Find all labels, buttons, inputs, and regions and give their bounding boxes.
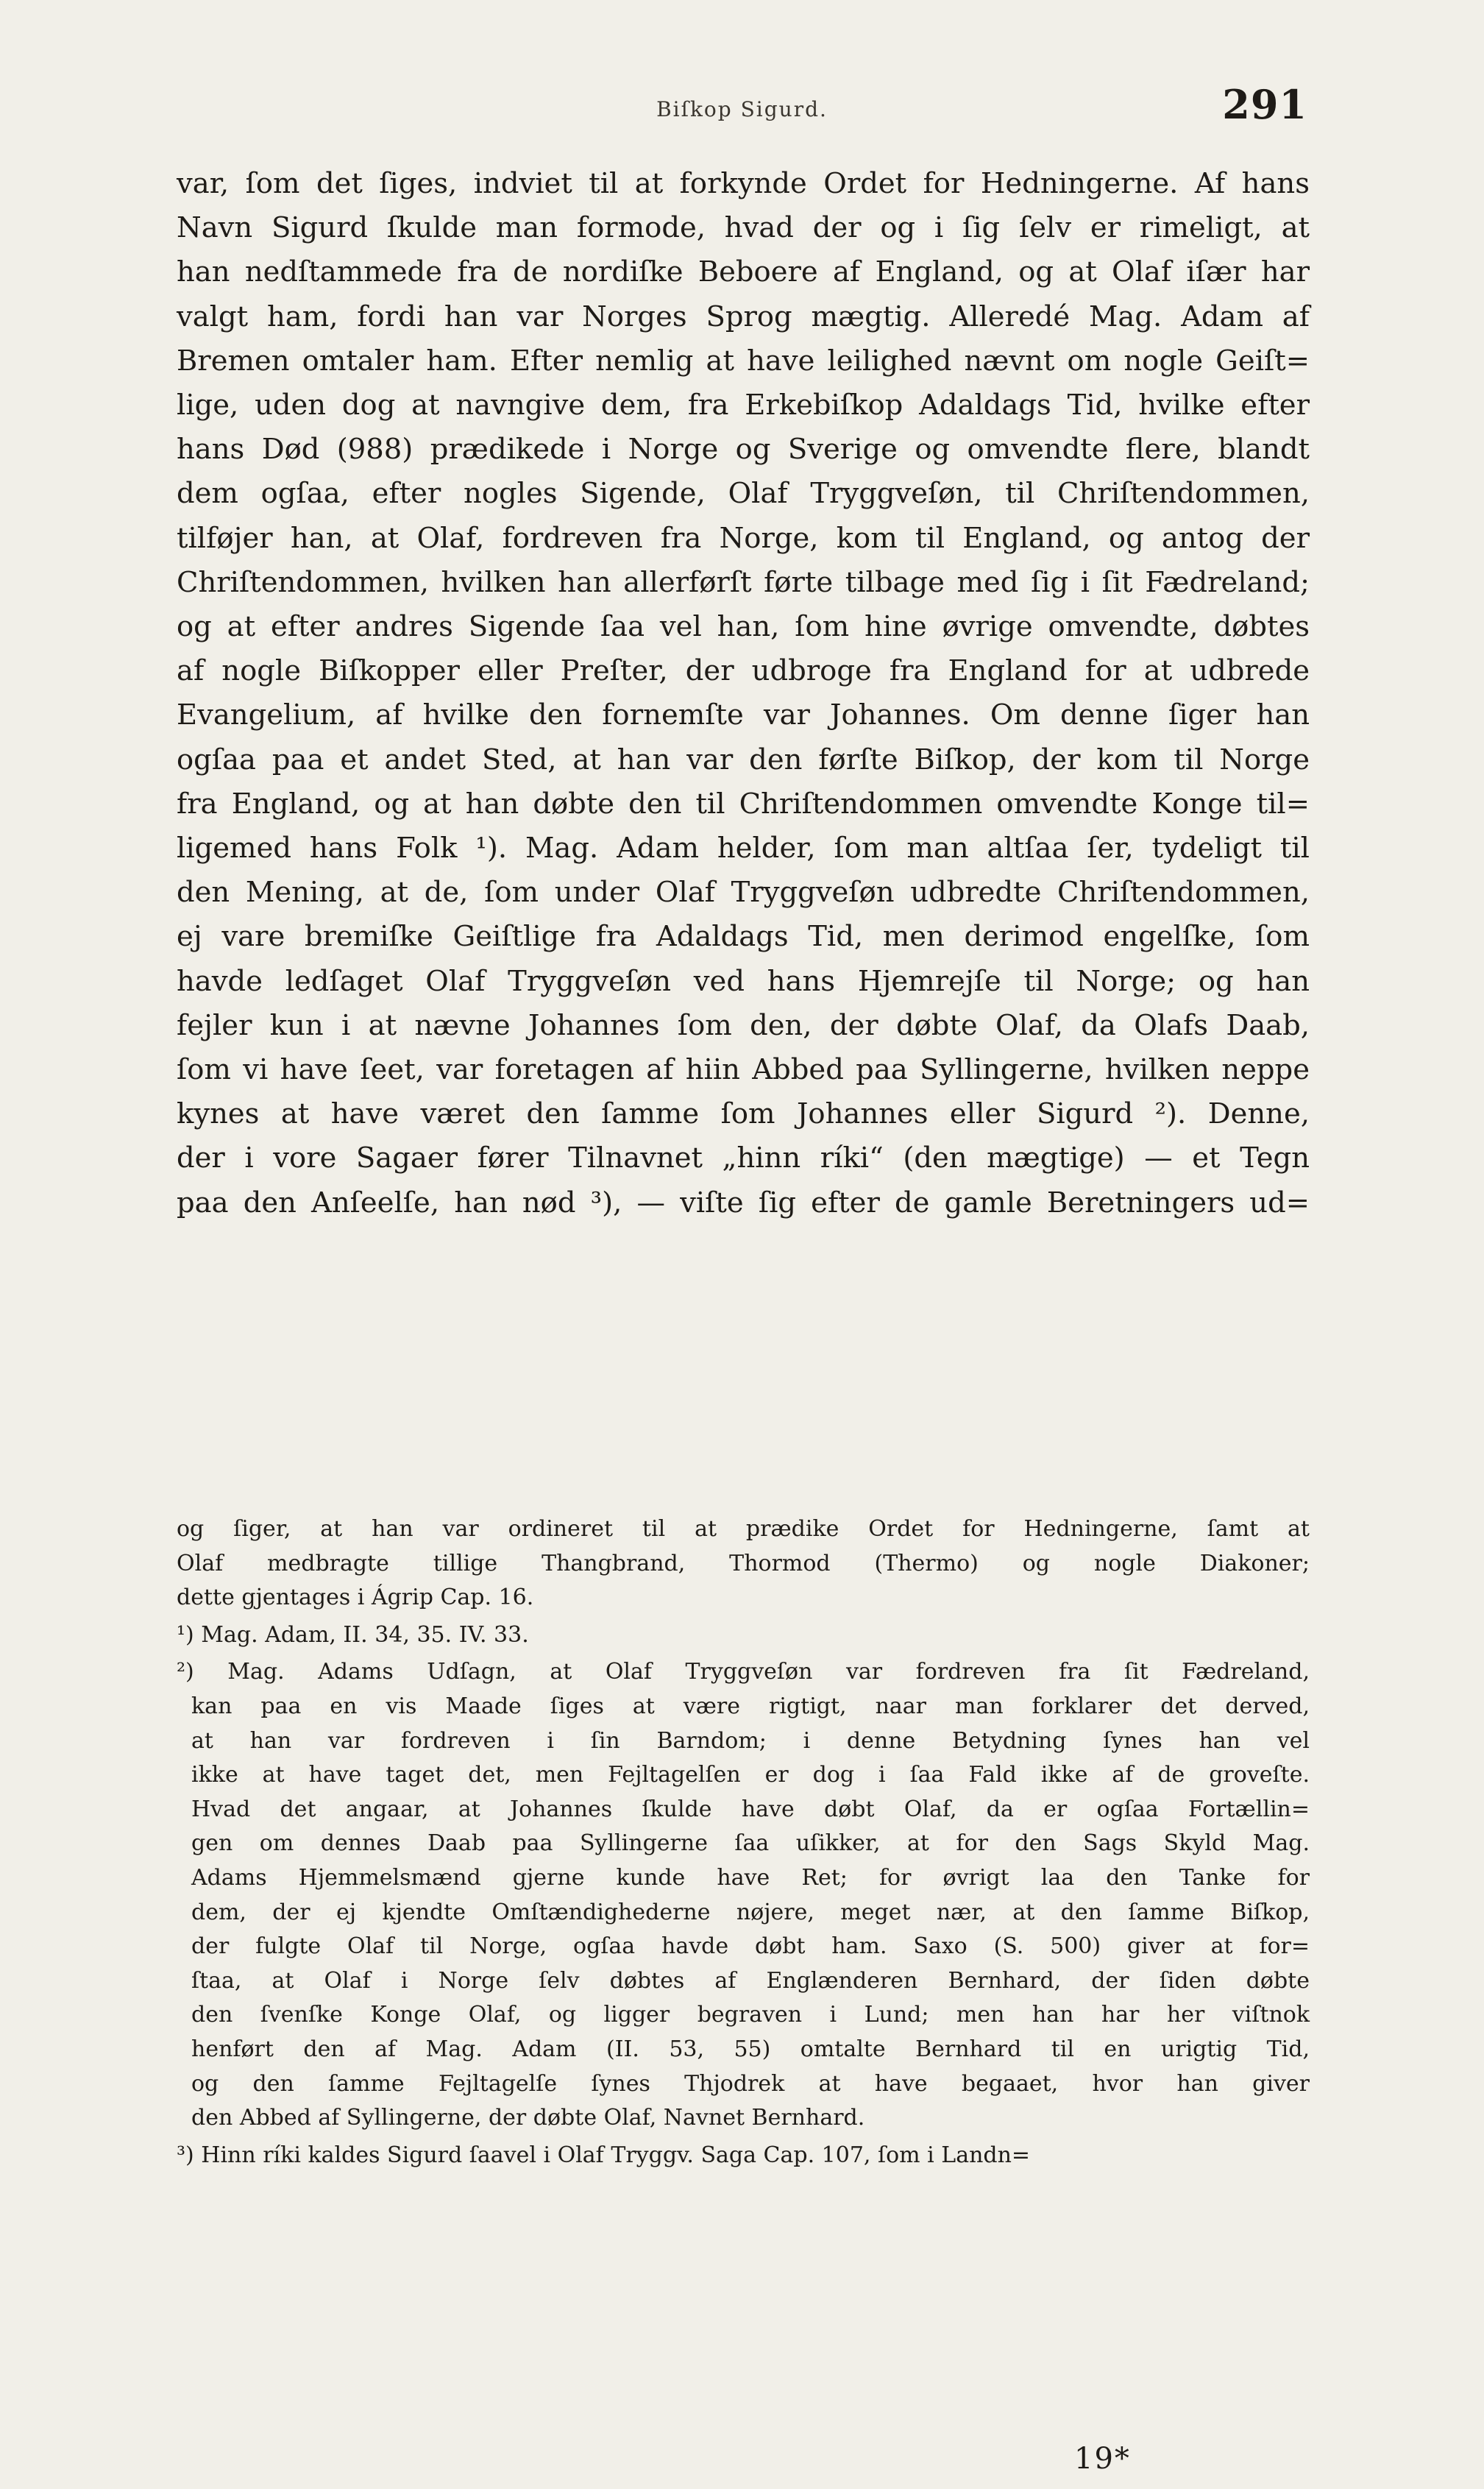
footnote-line: dette gjentages i Ágrip Cap. 16. xyxy=(177,1585,534,1611)
text-line: Navn Sigurd ſkulde man formode, hvad der og i ſig ſelv er rimeligt, at xyxy=(177,211,1310,245)
footnote-line: gen om dennes Daab paa Syllingerne ſaa uſikker, at for den Sags Skyld Mag. xyxy=(191,1830,1310,1857)
footnote-line: og ſiger, at han var ordineret til at prædike Ordet for Hedningerne, ſamt at xyxy=(177,1516,1310,1542)
footnote-line: Hvad det angaar, at Johannes ſkulde have døbt Olaf, da er ogſaa Fortællin= xyxy=(191,1796,1310,1822)
text-line: paa den Anſeelſe, han nød ³), — viſte ſig efter de gamle Beretningers ud= xyxy=(177,1186,1310,1219)
footnote-text: Hinn ríki kaldes Sigurd ſaavel i Olaf Tryggv. Saga Cap. 107, ſom i Landn= xyxy=(201,2142,1031,2168)
text-line: han nedſtammede fra de nordiſke Beboere af England, og at Olaf iſær har xyxy=(177,255,1310,289)
footnote-line: den ſvenſke Konge Olaf, og ligger begraven i Lund; men han har her viſtnok xyxy=(191,2002,1310,2028)
footnote-marker: ²) xyxy=(177,1659,228,1685)
text-line: Chriſtendommen, hvilken han allerførſt førte tilbage med ſig i ſit Fædreland; xyxy=(177,565,1310,599)
text-line: Bremen omtaler ham. Efter nemlig at have leilighed nævnt om nogle Geiſt= xyxy=(177,344,1310,378)
text-line: og at efter andres Sigende ſaa vel han, ſom hine øvrige omvendte, døbtes xyxy=(177,610,1310,644)
text-line: tilføjer han, at Olaf, fordreven fra Norge, kom til England, og antog der xyxy=(177,521,1310,555)
text-line: der i vore Sagaer fører Tilnavnet „hinn ríki“ (den mægtige) — et Tegn xyxy=(177,1141,1310,1175)
footnote-marker: ¹) xyxy=(177,1621,202,1648)
footnote-line: Olaf medbragte tillige Thangbrand, Thormod (Thermo) og nogle Diakoner; xyxy=(177,1550,1310,1576)
footnote xyxy=(177,1512,1310,1615)
footnote-marker: ³) xyxy=(177,2142,202,2168)
page-header xyxy=(177,81,1307,132)
text-line: ſom vi have ſeet, var foretagen af hiin Abbed paa Syllingerne, hvilken neppe xyxy=(177,1053,1310,1087)
footnote-line: og den ſamme Fejltagelſe ſynes Thjodrek at have begaaet, hvor han giver xyxy=(191,2070,1310,2097)
footnote-text: Mag. Adam, II. 34, 35. IV. 33. xyxy=(201,1621,529,1648)
footnote xyxy=(177,1618,1310,1653)
footnote xyxy=(177,1655,1310,2135)
footnote-line xyxy=(177,1655,1310,1690)
text-line: var, ſom det ſiges, indviet til at forkynde Ordet for Hedningerne. Af hans xyxy=(177,167,1310,200)
footnote-line: at han var fordreven i ſin Barndom; i denne Betydning ſynes han vel xyxy=(191,1727,1310,1754)
text-line: Evangelium, af hvilke den fornemſte var Johannes. Om denne ſiger han xyxy=(177,698,1310,732)
text-line: valgt ham, fordi han var Norges Sprog mægtig. Alleredé Mag. Adam af xyxy=(177,300,1310,333)
footnote-line: der fulgte Olaf til Norge, ogſaa havde døbt ham. Saxo (S. 500) giver at for= xyxy=(191,1933,1310,1960)
footnote-text: Mag. Adams Udſagn, at Olaf Tryggveſøn var fordreven fra ſit Fædreland, xyxy=(227,1659,1310,1685)
printer-signature: 19* xyxy=(1074,2442,1131,2476)
text-line: den Mening, at de, ſom under Olaf Tryggveſøn udbredte Chriſtendommen, xyxy=(177,876,1310,910)
running-head: Biſkop Sigurd. xyxy=(656,97,828,121)
footnote-line: ikke at have taget det, men Fejltagelſen er dog i ſaa Fald ikke af de groveſte. xyxy=(191,1762,1310,1788)
footnote xyxy=(177,2139,1310,2173)
footnote-line: Adams Hjemmelsmænd gjerne kunde have Ret; for øvrigt laa den Tanke for xyxy=(191,1864,1310,1891)
footnote-line: kan paa en vis Maade ſiges at være rigtigt, naar man forklarer det derved, xyxy=(191,1693,1310,1719)
page-number: 291 xyxy=(1222,81,1307,128)
text-line: fra England, og at han døbte den til Chriſtendommen omvendte Konge til= xyxy=(177,787,1310,821)
text-line: ligemed hans Folk ¹). Mag. Adam helder, ſom man altſaa ſer, tydeligt til xyxy=(177,832,1310,865)
footnote-line: henført den af Mag. Adam (II. 53, 55) omtalte Bernhard til en urigtig Tid, xyxy=(191,2036,1310,2062)
text-line: fejler kun i at nævne Johannes ſom den, der døbte Olaf, da Olafs Daab, xyxy=(177,1008,1310,1042)
text-line: kynes at have været den ſamme ſom Johannes eller Sigurd ²). Denne, xyxy=(177,1097,1310,1131)
text-line: ej vare bremiſke Geiſtlige fra Adaldags Tid, men derimod engelſke, ſom xyxy=(177,920,1310,954)
footnote-line: dem, der ej kjendte Omſtændighederne nøjere, meget nær, at den ſamme Biſkop, xyxy=(191,1899,1310,1925)
footnotes xyxy=(177,1512,1310,2175)
text-line: dem ogſaa, efter nogles Sigende, Olaf Tryggveſøn, til Chriſtendommen, xyxy=(177,477,1310,511)
footnote-line: ſtaa, at Olaf i Norge ſelv døbtes af Englænderen Bernhard, der ſiden døbte xyxy=(191,1967,1310,1994)
footnote-line: den Abbed af Syllingerne, der døbte Olaf, Navnet Bernhard. xyxy=(191,2105,865,2131)
footnote-line xyxy=(177,1618,1310,1653)
body-text xyxy=(177,162,1310,1225)
text-line: hans Død (988) prædikede i Norge og Sverige og omvendte flere, blandt xyxy=(177,433,1310,467)
text-line: havde ledſaget Olaf Tryggveſøn ved hans Hjemrejſe til Norge; og han xyxy=(177,964,1310,998)
footnote-line xyxy=(177,2139,1310,2173)
text-line: lige, uden dog at navngive dem, fra Erkebiſkop Adaldags Tid, hvilke efter xyxy=(177,389,1310,422)
text-line: ogſaa paa et andet Sted, at han var den førſte Biſkop, der kom til Norge xyxy=(177,743,1310,776)
text-line: af nogle Biſkopper eller Preſter, der udbroge fra England for at udbrede xyxy=(177,654,1310,688)
